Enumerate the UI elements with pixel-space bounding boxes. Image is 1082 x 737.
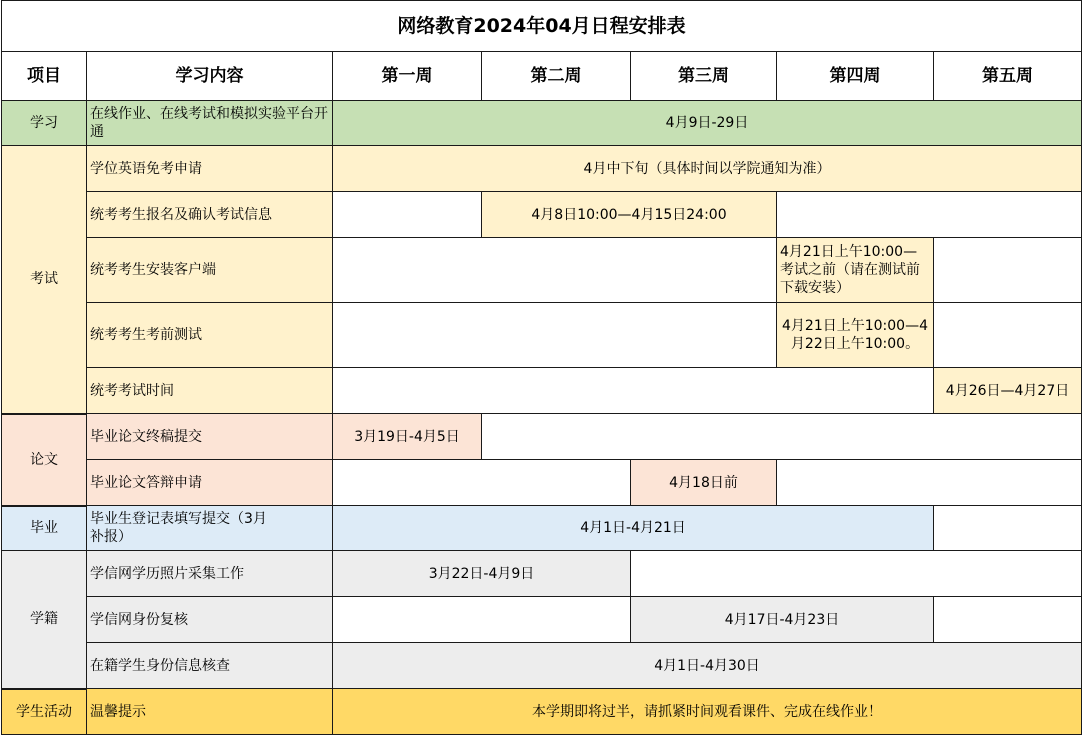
header-week-1: 第一周 [333,52,482,101]
schedule-degree-english: 4月中下旬（具体时间以学院通知为准） [333,146,1082,192]
schedule-thesis-defense: 4月18日前 [631,460,777,506]
empty-cell [777,192,1082,238]
row-item-thesis-defense: 毕业论文答辩申请 [87,460,333,506]
schedule-thesis-final: 3月19日-4月5日 [333,414,482,460]
empty-cell [333,192,482,238]
empty-cell [934,303,1082,368]
row-item-tips: 温馨提示 [87,689,333,735]
schedule-pre-test: 4月21日上午10:00—4月22日上午10:00。 [777,303,934,368]
category-enrollment: 学籍 [2,551,87,689]
header-week-5: 第五周 [934,52,1082,101]
header-week-4: 第四周 [777,52,934,101]
header-week-2: 第二周 [482,52,631,101]
empty-cell [333,597,631,643]
schedule-exam-time: 4月26日—4月27日 [934,368,1082,414]
empty-cell [631,551,1082,597]
empty-cell [777,460,1082,506]
row-item-study-platform: 在线作业、在线考试和模拟实验平台开通 [87,101,333,146]
header-week-3: 第三周 [631,52,777,101]
schedule-photo-collect: 3月22日-4月9日 [333,551,631,597]
schedule-tips: 本学期即将过半，请抓紧时间观看课件、完成在线作业！ [333,689,1082,735]
category-thesis: 论文 [2,414,87,506]
schedule-exam-register: 4月8日10:00—4月15日24:00 [482,192,777,238]
row-item-photo-collect: 学信网学历照片采集工作 [87,551,333,597]
row-item-degree-english: 学位英语免考申请 [87,146,333,192]
header-item: 项目 [2,52,87,101]
empty-cell [934,506,1082,551]
page-title: 网络教育2024年04月日程安排表 [2,1,1082,52]
category-study: 学习 [2,101,87,146]
category-activity: 学生活动 [2,689,87,735]
row-item-client-install: 统考考生安装客户端 [87,238,333,303]
schedule-table [1,0,1082,735]
row-item-exam-time: 统考考试时间 [87,368,333,414]
empty-cell [333,460,631,506]
row-item-thesis-final: 毕业论文终稿提交 [87,414,333,460]
empty-cell [934,597,1082,643]
empty-cell [934,238,1082,303]
header-content: 学习内容 [87,52,333,101]
row-item-info-check: 在籍学生身份信息核查 [87,643,333,689]
category-exam: 考试 [2,146,87,414]
empty-cell [333,238,777,303]
category-graduation: 毕业 [2,506,87,551]
row-item-exam-register: 统考考生报名及确认考试信息 [87,192,333,238]
row-item-grad-form: 毕业生登记表填写提交（3月补报） [87,506,333,551]
row-item-identity-review: 学信网身份复核 [87,597,333,643]
schedule-study-platform: 4月9日-29日 [333,101,1082,146]
empty-cell [333,303,777,368]
empty-cell [482,414,1082,460]
schedule-info-check: 4月1日-4月30日 [333,643,1082,689]
row-item-pre-test: 统考考生考前测试 [87,303,333,368]
schedule-client-install: 4月21日上午10:00—考试之前（请在测试前下载安装） [777,238,934,303]
schedule-identity-review: 4月17日-4月23日 [631,597,934,643]
empty-cell [333,368,934,414]
schedule-grad-form: 4月1日-4月21日 [333,506,934,551]
